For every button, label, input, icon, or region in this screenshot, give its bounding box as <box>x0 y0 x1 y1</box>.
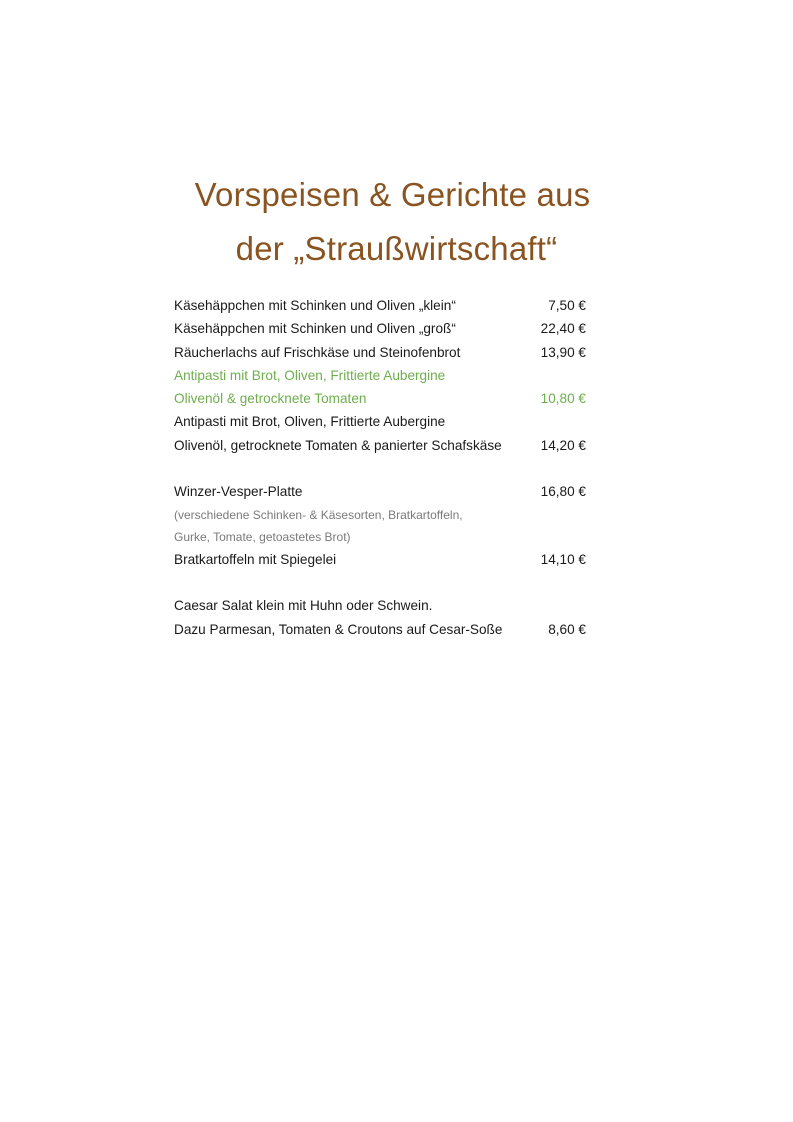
menu-item-price: 13,90 € <box>540 344 586 360</box>
menu-item <box>174 294 586 317</box>
menu-item-name: Caesar Salat klein mit Huhn oder Schwein. <box>174 598 433 614</box>
menu-item-name: Dazu Parmesan, Tomaten & Croutons auf Cesar-Soße <box>174 621 503 637</box>
menu-item-highlight <box>174 364 586 387</box>
menu-item-name: Olivenöl, getrocknete Tomaten & panierter Schafskäse <box>174 437 502 453</box>
menu-item-name: Käsehäppchen mit Schinken und Oliven „groß“ <box>174 321 456 337</box>
menu-item-note-text: (verschiedene Schinken- & Käsesorten, Bratkartoffeln, <box>174 507 463 522</box>
menu-item-price: 10,80 € <box>540 391 586 407</box>
menu-item <box>174 594 586 617</box>
menu-item-name: Antipasti mit Brot, Oliven, Frittierte Aubergine <box>174 367 446 383</box>
menu-item-price: 14,10 € <box>540 551 586 567</box>
menu-item-name: Winzer-Vesper-Platte <box>174 484 303 500</box>
title-line-2: der „Straußwirtschaft“ <box>235 230 558 267</box>
menu-item-price: 16,80 € <box>540 484 586 500</box>
menu-item <box>174 548 586 571</box>
menu-list <box>174 294 586 641</box>
menu-item-name: Räucherlachs auf Frischkäse und Steinofenbrot <box>174 344 461 360</box>
section-spacer <box>174 571 586 594</box>
menu-item <box>174 480 586 503</box>
menu-item-price: 22,40 € <box>540 321 586 337</box>
menu-item-name: Olivenöl & getrocknete Tomaten <box>174 391 367 407</box>
section-spacer <box>174 457 586 480</box>
menu-item-price: 7,50 € <box>548 298 586 313</box>
menu-item-name: Antipasti mit Brot, Oliven, Frittierte Aubergine <box>174 414 446 430</box>
menu-item-price: 14,20 € <box>540 437 586 453</box>
menu-item <box>174 317 586 340</box>
menu-item-name: Käsehäppchen mit Schinken und Oliven „klein“ <box>174 298 456 313</box>
menu-item-note-text: Gurke, Tomate, getoastetes Brot) <box>174 529 351 544</box>
menu-item <box>174 341 586 364</box>
title-line-1: Vorspeisen & Gerichte aus <box>194 176 591 213</box>
menu-item-note <box>174 504 586 526</box>
menu-item <box>174 618 586 641</box>
menu-item-name: Bratkartoffeln mit Spiegelei <box>174 551 337 567</box>
menu-item <box>174 410 586 433</box>
menu-item-note <box>174 526 586 548</box>
menu-item-highlight <box>174 387 586 410</box>
menu-item <box>174 434 586 457</box>
menu-item-price: 8,60 € <box>548 621 586 637</box>
